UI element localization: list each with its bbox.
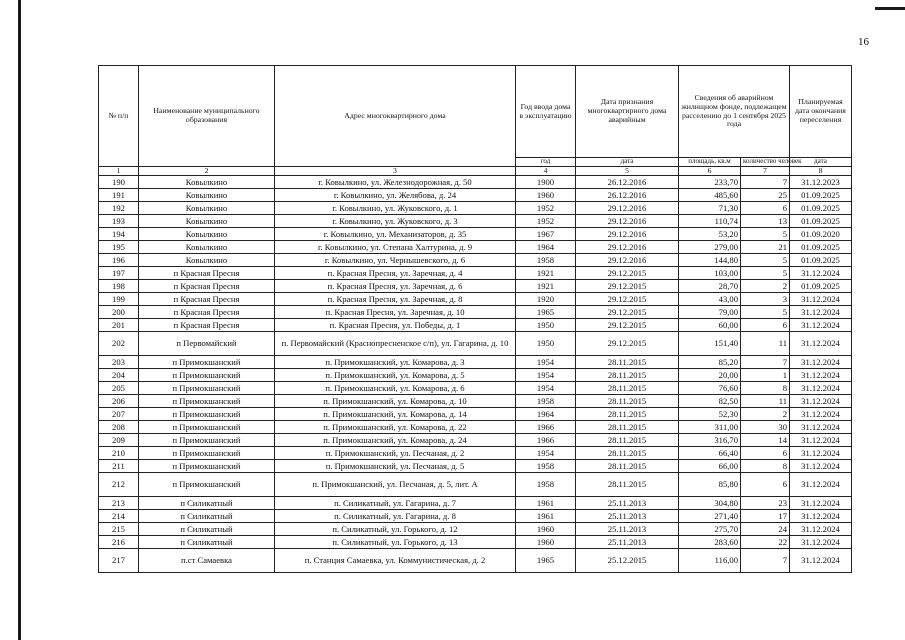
area-cell: 144,80 [679,254,741,267]
people-cell: 5 [741,306,790,319]
table-row [99,421,852,434]
column-number: 4 [516,167,576,176]
unit-area: площадь, кв.м [679,158,741,167]
people-cell: 2 [741,408,790,421]
municipality-cell: п Силикатный [139,510,275,523]
recognition-date-cell: 28.11.2015 [576,408,679,421]
municipality-cell: Ковылкино [139,241,275,254]
row-number-cell: 203 [99,356,139,369]
year-cell: 1966 [516,421,576,434]
planned-end-cell: 31.12.2024 [790,382,852,395]
planned-end-cell: 31.12.2024 [790,473,852,497]
people-cell: 5 [741,267,790,280]
area-cell: 279,00 [679,241,741,254]
planned-end-cell: 31.12.2024 [790,267,852,280]
municipality-cell: п Примокшанский [139,369,275,382]
people-cell: 14 [741,434,790,447]
people-cell: 8 [741,382,790,395]
planned-end-cell: 31.12.2024 [790,332,852,356]
recognition-date-cell: 29.12.2015 [576,306,679,319]
recognition-date-cell: 28.11.2015 [576,434,679,447]
address-cell: г. Ковылкино, ул. Желябова, д. 24 [275,189,516,202]
unit-date: дата [576,158,679,167]
area-cell: 311,00 [679,421,741,434]
recognition-date-cell: 29.12.2016 [576,254,679,267]
area-cell: 116,00 [679,549,741,573]
planned-end-cell: 31.12.2024 [790,434,852,447]
municipality-cell: п Примокшанский [139,434,275,447]
planned-end-cell: 31.12.2024 [790,460,852,473]
table-row [99,215,852,228]
year-cell: 1921 [516,267,576,280]
table-row [99,395,852,408]
table-row [99,332,852,356]
year-cell: 1960 [516,536,576,549]
area-cell: 28,70 [679,280,741,293]
table-row [99,382,852,395]
header-recognition-date: Дата признания многоквартирного дома аварийным [576,66,679,158]
year-cell: 1954 [516,356,576,369]
row-number-cell: 211 [99,460,139,473]
recognition-date-cell: 29.12.2015 [576,280,679,293]
municipality-cell: п Примокшанский [139,395,275,408]
area-cell: 271,40 [679,510,741,523]
people-cell: 17 [741,510,790,523]
header-n: № п/п [99,66,139,167]
area-cell: 66,00 [679,460,741,473]
area-cell: 103,00 [679,267,741,280]
address-cell: п. Примокшанский, ул. Комарова, д. 5 [275,369,516,382]
address-cell: п. Красная Пресня, ул. Заречная, д. 4 [275,267,516,280]
recognition-date-cell: 28.11.2015 [576,447,679,460]
area-cell: 316,70 [679,434,741,447]
recognition-date-cell: 26.12.2016 [576,176,679,189]
row-number-cell: 208 [99,421,139,434]
header-address: Адрес многоквартирного дома [275,66,516,167]
year-cell: 1921 [516,280,576,293]
table-row [99,267,852,280]
header-municipality: Наименование муниципального образования [139,66,275,167]
people-cell: 25 [741,189,790,202]
year-cell: 1950 [516,319,576,332]
row-number-cell: 193 [99,215,139,228]
people-cell: 7 [741,549,790,573]
address-cell: г. Ковылкино, ул. Механизаторов, д. 35 [275,228,516,241]
people-cell: 24 [741,523,790,536]
row-number-cell: 198 [99,280,139,293]
address-cell: п. Силикатный, ул. Гагарина, д. 7 [275,497,516,510]
recognition-date-cell: 29.12.2015 [576,332,679,356]
municipality-cell: п Примокшанский [139,356,275,369]
year-cell: 1965 [516,306,576,319]
municipality-cell: Ковылкино [139,215,275,228]
municipality-cell: Ковылкино [139,202,275,215]
planned-end-cell: 31.12.2024 [790,306,852,319]
table-row [99,434,852,447]
people-cell: 21 [741,241,790,254]
year-cell: 1961 [516,510,576,523]
municipality-cell: п Примокшанский [139,382,275,395]
address-cell: г. Ковылкино, ул. Чернышевского, д. 6 [275,254,516,267]
recognition-date-cell: 26.12.2016 [576,189,679,202]
area-cell: 60,00 [679,319,741,332]
row-number-cell: 214 [99,510,139,523]
column-number: 6 [679,167,741,176]
year-cell: 1966 [516,434,576,447]
row-number-cell: 201 [99,319,139,332]
area-cell: 151,40 [679,332,741,356]
row-number-cell: 206 [99,395,139,408]
year-cell: 1958 [516,460,576,473]
row-number-cell: 212 [99,473,139,497]
area-cell: 233,70 [679,176,741,189]
column-number: 2 [139,167,275,176]
table-row [99,228,852,241]
municipality-cell: п Силикатный [139,497,275,510]
planned-end-cell: 31.12.2024 [790,369,852,382]
table-row [99,306,852,319]
area-cell: 85,80 [679,473,741,497]
area-cell: 79,00 [679,306,741,319]
address-cell: п. Примокшанский, ул. Комарова, д. 3 [275,356,516,369]
people-cell: 7 [741,176,790,189]
address-cell: п. Примокшанский, ул. Песчаная, д. 2 [275,447,516,460]
recognition-date-cell: 29.12.2015 [576,319,679,332]
area-cell: 82,50 [679,395,741,408]
address-cell: п. Силикатный, ул. Горького, д. 12 [275,523,516,536]
table-row [99,510,852,523]
people-cell: 22 [741,536,790,549]
row-number-cell: 199 [99,293,139,306]
unit-year: год [516,158,576,167]
column-numbers-row [99,167,852,176]
area-cell: 66,40 [679,447,741,460]
municipality-cell: п Красная Пресня [139,319,275,332]
housing-table [98,65,852,573]
people-cell: 6 [741,447,790,460]
column-number: 7 [741,167,790,176]
address-cell: п. Примокшанский, ул. Песчаная, д. 5 [275,460,516,473]
row-number-cell: 204 [99,369,139,382]
year-cell: 1954 [516,447,576,460]
address-cell: п. Красная Пресня, ул. Заречная, д. 10 [275,306,516,319]
area-cell: 52,30 [679,408,741,421]
recognition-date-cell: 28.11.2015 [576,460,679,473]
table-row [99,447,852,460]
planned-end-cell: 31.12.2024 [790,293,852,306]
year-cell: 1961 [516,497,576,510]
table-row [99,369,852,382]
table-row [99,523,852,536]
header-emergency-info: Сведения об аварийном жилищном фонде, подлежащем расселению до 1 сентября 2025 года [679,66,790,158]
people-cell: 6 [741,319,790,332]
recognition-date-cell: 28.11.2015 [576,473,679,497]
address-cell: п. Примокшанский, ул. Комарова, д. 22 [275,421,516,434]
recognition-date-cell: 29.12.2016 [576,228,679,241]
table-row [99,473,852,497]
table-row [99,176,852,189]
people-cell: 5 [741,254,790,267]
area-cell: 275,70 [679,523,741,536]
column-number: 5 [576,167,679,176]
area-cell: 85,20 [679,356,741,369]
year-cell: 1964 [516,408,576,421]
address-cell: п. Силикатный, ул. Горького, д. 13 [275,536,516,549]
recognition-date-cell: 28.11.2015 [576,421,679,434]
planned-end-cell: 31.12.2023 [790,176,852,189]
table-row [99,189,852,202]
table-row [99,280,852,293]
row-number-cell: 209 [99,434,139,447]
row-number-cell: 195 [99,241,139,254]
municipality-cell: п Силикатный [139,523,275,536]
table-row [99,408,852,421]
municipality-cell: п Примокшанский [139,447,275,460]
planned-end-cell: 01.09.2020 [790,228,852,241]
address-cell: п. Примокшанский, ул. Комарова, д. 10 [275,395,516,408]
column-number: 3 [275,167,516,176]
row-number-cell: 190 [99,176,139,189]
area-cell: 304,80 [679,497,741,510]
planned-end-cell: 01.09.2025 [790,215,852,228]
area-cell: 76,60 [679,382,741,395]
header-year: Год ввода дома в эксплуатацию [516,66,576,158]
address-cell: п. Станция Самаевка, ул. Коммунистическая, д. 2 [275,549,516,573]
people-cell: 30 [741,421,790,434]
recognition-date-cell: 29.12.2015 [576,267,679,280]
recognition-date-cell: 28.11.2015 [576,382,679,395]
address-cell: г. Ковылкино, ул. Степана Халтурина, д. 9 [275,241,516,254]
table-row [99,536,852,549]
scan-edge-left [18,0,21,640]
address-cell: п. Красная Пресня, ул. Заречная, д. 6 [275,280,516,293]
recognition-date-cell: 25.11.2013 [576,510,679,523]
people-cell: 3 [741,293,790,306]
row-number-cell: 217 [99,549,139,573]
address-cell: п. Красная Пресня, ул. Заречная, д. 8 [275,293,516,306]
recognition-date-cell: 28.11.2015 [576,395,679,408]
people-cell: 7 [741,356,790,369]
address-cell: п. Примокшанский, ул. Песчаная, д. 5, лит. А [275,473,516,497]
recognition-date-cell: 25.11.2013 [576,536,679,549]
people-cell: 6 [741,202,790,215]
area-cell: 20,00 [679,369,741,382]
people-cell: 6 [741,473,790,497]
planned-end-cell: 31.12.2024 [790,395,852,408]
municipality-cell: Ковылкино [139,228,275,241]
table-row [99,254,852,267]
table-row [99,241,852,254]
year-cell: 1958 [516,473,576,497]
municipality-cell: п Примокшанский [139,460,275,473]
table-row [99,549,852,573]
row-number-cell: 196 [99,254,139,267]
municipality-cell: Ковылкино [139,254,275,267]
row-number-cell: 210 [99,447,139,460]
year-cell: 1954 [516,369,576,382]
year-cell: 1952 [516,202,576,215]
area-cell: 485,60 [679,189,741,202]
planned-end-cell: 31.12.2024 [790,408,852,421]
address-cell: г. Ковылкино, ул. Железнодорожная, д. 50 [275,176,516,189]
column-number: 1 [99,167,139,176]
people-cell: 11 [741,395,790,408]
unit-end-date: дата [790,158,852,167]
year-cell: 1960 [516,189,576,202]
table-row [99,497,852,510]
area-cell: 283,60 [679,536,741,549]
municipality-cell: п Первомайский [139,332,275,356]
row-number-cell: 197 [99,267,139,280]
unit-people: количество человек [741,158,790,167]
planned-end-cell: 31.12.2024 [790,356,852,369]
page-number: 16 [858,36,869,48]
municipality-cell: п Силикатный [139,536,275,549]
people-cell: 1 [741,369,790,382]
table-row [99,293,852,306]
row-number-cell: 202 [99,332,139,356]
column-number: 8 [790,167,852,176]
people-cell: 5 [741,228,790,241]
row-number-cell: 194 [99,228,139,241]
municipality-cell: п Примокшанский [139,473,275,497]
year-cell: 1967 [516,228,576,241]
address-cell: п. Красная Пресня, ул. Победы, д. 1 [275,319,516,332]
year-cell: 1952 [516,215,576,228]
address-cell: г. Ковылкино, ул. Жуковского, д. 1 [275,202,516,215]
year-cell: 1954 [516,382,576,395]
people-cell: 2 [741,280,790,293]
address-cell: п. Силикатный, ул. Гагарина, д. 8 [275,510,516,523]
area-cell: 71,30 [679,202,741,215]
people-cell: 23 [741,497,790,510]
municipality-cell: п Примокшанский [139,421,275,434]
municipality-cell: п Примокшанский [139,408,275,421]
municipality-cell: п.ст Самаевка [139,549,275,573]
planned-end-cell: 31.12.2024 [790,497,852,510]
planned-end-cell: 01.09.2025 [790,241,852,254]
planned-end-cell: 31.12.2024 [790,536,852,549]
year-cell: 1920 [516,293,576,306]
area-cell: 43,00 [679,293,741,306]
address-cell: п. Примокшанский, ул. Комарова, д. 6 [275,382,516,395]
row-number-cell: 215 [99,523,139,536]
year-cell: 1965 [516,549,576,573]
planned-end-cell: 01.09.2025 [790,202,852,215]
year-cell: 1900 [516,176,576,189]
municipality-cell: Ковылкино [139,189,275,202]
table-row [99,460,852,473]
recognition-date-cell: 25.11.2013 [576,497,679,510]
row-number-cell: 191 [99,189,139,202]
municipality-cell: п Красная Пресня [139,267,275,280]
recognition-date-cell: 29.12.2016 [576,241,679,254]
planned-end-cell: 31.12.2024 [790,447,852,460]
recognition-date-cell: 29.12.2016 [576,202,679,215]
recognition-date-cell: 29.12.2016 [576,215,679,228]
planned-end-cell: 01.09.2025 [790,254,852,267]
planned-end-cell: 31.12.2024 [790,510,852,523]
row-number-cell: 207 [99,408,139,421]
row-number-cell: 192 [99,202,139,215]
recognition-date-cell: 25.11.2013 [576,523,679,536]
scan-edge-top [875,7,905,10]
planned-end-cell: 31.12.2024 [790,549,852,573]
planned-end-cell: 01.09.2025 [790,280,852,293]
table-row [99,202,852,215]
municipality-cell: п Красная Пресня [139,293,275,306]
recognition-date-cell: 28.11.2015 [576,369,679,382]
table-row [99,319,852,332]
municipality-cell: п Красная Пресня [139,306,275,319]
address-cell: п. Первомайский (Краснопресненское с/п), ул. Гагарина, д. 10 [275,332,516,356]
year-cell: 1964 [516,241,576,254]
area-cell: 53,20 [679,228,741,241]
recognition-date-cell: 29.12.2015 [576,293,679,306]
people-cell: 11 [741,332,790,356]
municipality-cell: Ковылкино [139,176,275,189]
area-cell: 110,74 [679,215,741,228]
planned-end-cell: 31.12.2024 [790,319,852,332]
row-number-cell: 205 [99,382,139,395]
people-cell: 13 [741,215,790,228]
year-cell: 1950 [516,332,576,356]
row-number-cell: 213 [99,497,139,510]
municipality-cell: п Красная Пресня [139,280,275,293]
address-cell: г. Ковылкино, ул. Жуковского, д. 3 [275,215,516,228]
people-cell: 8 [741,460,790,473]
planned-end-cell: 31.12.2024 [790,421,852,434]
year-cell: 1960 [516,523,576,536]
recognition-date-cell: 28.11.2015 [576,356,679,369]
table-row [99,356,852,369]
year-cell: 1958 [516,254,576,267]
address-cell: п. Примокшанский, ул. Комарова, д. 14 [275,408,516,421]
year-cell: 1958 [516,395,576,408]
planned-end-cell: 01.09.2025 [790,189,852,202]
planned-end-cell: 31.12.2024 [790,523,852,536]
row-number-cell: 200 [99,306,139,319]
header-planned-end: Планируемая дата окончания переселения [790,66,852,158]
address-cell: п. Примокшанский, ул. Комарова, д. 24 [275,434,516,447]
row-number-cell: 216 [99,536,139,549]
recognition-date-cell: 25.12.2015 [576,549,679,573]
